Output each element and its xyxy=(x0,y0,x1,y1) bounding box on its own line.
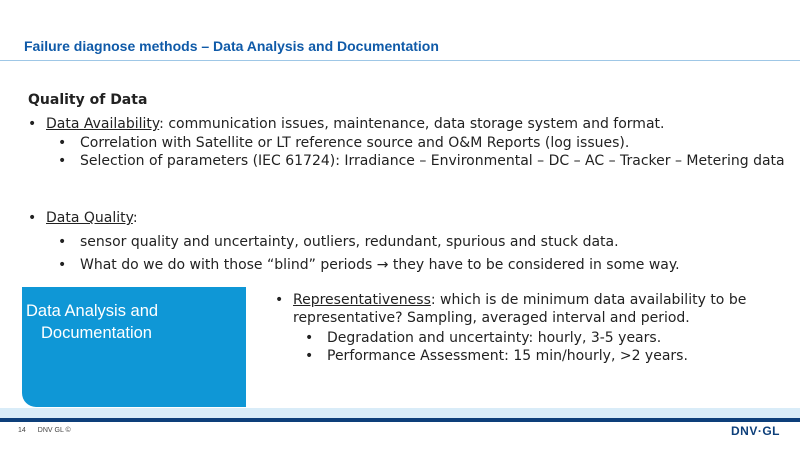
bullet-icon: • xyxy=(305,348,314,364)
term-data-availability: Data Availability xyxy=(46,116,160,132)
bullet-icon: • xyxy=(305,330,314,346)
callout-line2: Documentation xyxy=(41,324,152,342)
bullet-text: : which is de minimum data availability to be representative? Sampling, averaged interval and period. xyxy=(293,292,747,326)
slide-title: Failure diagnose methods – Data Analysis and Documentation xyxy=(24,38,439,54)
sub-bullet xyxy=(305,329,785,347)
bullet-icon: • xyxy=(58,153,67,169)
bullet-text: : xyxy=(132,210,138,226)
bullet-representativeness xyxy=(275,291,785,327)
sub-bullet xyxy=(58,233,778,251)
footer-band-light xyxy=(0,408,800,418)
bullet-data-availability xyxy=(28,115,788,133)
dnv-gl-logo: DNV·GL xyxy=(731,424,780,438)
page-number: 14 xyxy=(18,427,26,434)
bullet-icon: • xyxy=(58,234,67,250)
sub-bullet xyxy=(58,152,798,170)
title-divider xyxy=(0,60,800,61)
term-representativeness: Representativeness xyxy=(293,292,431,308)
sub-bullet-text: Correlation with Satellite or LT reference source and O&M Reports (log issues). xyxy=(80,135,630,151)
bullet-icon: • xyxy=(28,210,37,226)
footer xyxy=(18,427,83,434)
bullet-data-quality xyxy=(28,209,768,227)
bullet-icon: • xyxy=(275,292,284,308)
term-data-quality: Data Quality xyxy=(46,210,133,226)
sub-bullet xyxy=(58,256,778,274)
bullet-icon: • xyxy=(28,116,37,132)
bullet-icon: • xyxy=(58,257,67,273)
callout-text xyxy=(26,300,226,344)
section-heading: Quality of Data xyxy=(28,92,148,108)
sub-bullet-text: Selection of parameters (IEC 61724): Irradiance – Environmental – DC – AC – Tracker – Metering data xyxy=(80,153,785,169)
sub-bullet xyxy=(58,134,778,152)
callout-line1: Data Analysis and xyxy=(26,302,159,320)
bullet-text: : communication issues, maintenance, data storage system and format. xyxy=(159,116,665,132)
sub-bullet-text: What do we do with those “blind” periods → they have to be considered in some way. xyxy=(80,257,680,273)
sub-bullet xyxy=(305,347,785,365)
footer-band-dark xyxy=(0,418,800,422)
sub-bullet-text: sensor quality and uncertainty, outliers, redundant, spurious and stuck data. xyxy=(80,234,619,250)
footer-brand: DNV GL © xyxy=(37,427,71,434)
sub-bullet-text: Degradation and uncertainty: hourly, 3-5 years. xyxy=(327,330,662,346)
sub-bullet-text: Performance Assessment: 15 min/hourly, >2 years. xyxy=(327,348,688,364)
bullet-icon: • xyxy=(58,135,67,151)
